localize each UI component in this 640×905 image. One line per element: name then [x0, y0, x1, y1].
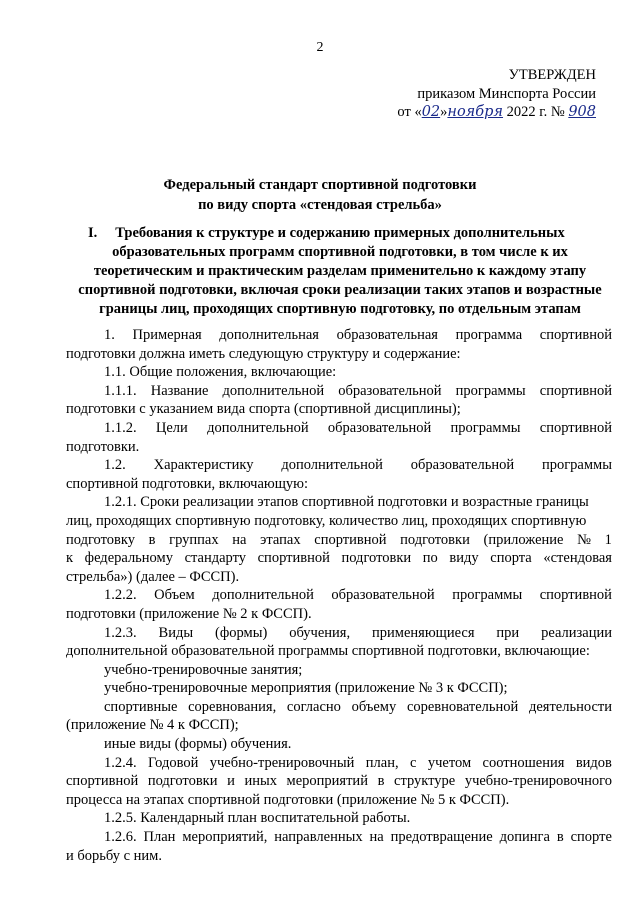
word: этапах [260, 531, 301, 548]
word: № [577, 531, 591, 548]
word: (формы) [215, 624, 268, 641]
handwritten-month: ноября [447, 104, 504, 121]
word: виду [449, 550, 479, 567]
title-line-1: Федеральный стандарт спортивной подготовки [163, 177, 477, 193]
section-line: теоретическим и практическим разделам применительно к каждому этапу [93, 263, 587, 279]
word: (приложение [483, 531, 564, 548]
word: федеральному [84, 550, 173, 567]
word: 1.2.3. [104, 624, 137, 641]
word: программы [452, 587, 523, 604]
word: иных [244, 773, 277, 790]
section-line: Требования к структуре и содержанию примерных дополнительных [115, 225, 565, 241]
paragraph-line: спортивной подготовки, включающую: [66, 475, 308, 492]
document-title [0, 175, 640, 215]
word: образовательной [338, 382, 442, 399]
word: 1.1.2. [104, 419, 137, 436]
word: стандарту [184, 550, 246, 567]
word: 1. [104, 327, 115, 343]
word: дополнительная [219, 327, 319, 343]
word: спорта [490, 550, 532, 567]
approval-order: приказом Минспорта России [417, 85, 596, 102]
word: образовательная [336, 327, 438, 343]
word: применяющиеся [372, 624, 475, 641]
word: в [377, 773, 385, 790]
handwritten-day: 02 [421, 104, 441, 121]
paragraph-line [66, 698, 612, 717]
word: в [148, 531, 156, 548]
word: на [369, 829, 384, 846]
word: допинга [499, 829, 550, 846]
word: спортивной [66, 773, 139, 790]
paragraph-line [66, 549, 612, 568]
paragraph-line [66, 828, 612, 847]
word: спортивной [539, 419, 612, 436]
section-line: спортивной подготовки, включая сроки реализации таких этапов и возрастные [78, 282, 602, 298]
word: 1.2. [104, 457, 126, 474]
approval-block [346, 66, 596, 122]
document-body [66, 326, 612, 865]
approval-quote: » [440, 104, 448, 121]
section-title [60, 224, 620, 319]
word: Название [150, 382, 209, 399]
section-heading [60, 224, 620, 319]
word: учетом [427, 754, 472, 771]
word: мероприятий [286, 773, 368, 790]
word: образовательной [327, 419, 432, 436]
word: подготовки [341, 550, 412, 567]
paragraph-line: учебно-тренировочные занятия; [104, 661, 303, 678]
title-line-2: по виду спорта «стендовая стрельба» [198, 197, 442, 213]
word: соревновательной [406, 698, 519, 715]
word: соотношения [482, 754, 565, 771]
word: соревнования, [188, 698, 277, 715]
word: программы [450, 419, 521, 436]
word: дополнительной [281, 457, 383, 474]
handwritten-number: 908 [568, 104, 596, 121]
word: спортивной [539, 327, 612, 343]
approval-year: 2022 г. № [503, 104, 569, 121]
word: программа [455, 327, 523, 343]
word: спортивной [539, 587, 612, 604]
word: видов [575, 754, 612, 771]
word: дополнительной [222, 382, 325, 399]
word: дополнительной [207, 419, 309, 436]
paragraph-line: подготовки должна иметь следующую структуру и содержание: [66, 345, 461, 362]
word: 1.2.4. [104, 754, 137, 771]
word: по [422, 550, 438, 567]
paragraph-line: и борьбу с ним. [66, 847, 162, 864]
word: согласно [286, 698, 341, 715]
paragraph-line [66, 456, 612, 475]
word: с [410, 754, 417, 771]
word: предотвращение [390, 829, 493, 846]
paragraph-line: подготовки. [66, 438, 140, 455]
paragraph-line: иные виды (формы) обучения. [104, 736, 292, 753]
word: при [496, 624, 520, 641]
word: и [227, 773, 235, 790]
approval-prefix: от « [397, 104, 422, 121]
word: подготовки [147, 773, 218, 790]
word: спорте [570, 829, 612, 846]
paragraph-line [66, 624, 612, 643]
word: к [66, 550, 74, 567]
paragraph-line: подготовки (приложение № 2 к ФССП). [66, 605, 312, 622]
word: спортивной [257, 550, 330, 567]
word: Виды [158, 624, 194, 641]
word: подготовку [66, 531, 135, 548]
paragraph-line: стрельба») (далее – ФССП). [66, 568, 240, 585]
word: на [232, 531, 247, 548]
word: План [143, 829, 176, 846]
word: подготовки [400, 531, 470, 548]
paragraph-line: 1.2.1. Сроки реализации этапов спортивной подготовки и возрастные границы [104, 494, 589, 511]
word: 1.1.1. [104, 382, 137, 399]
word: в [556, 829, 564, 846]
paragraph-line [66, 531, 612, 550]
word: 1.2.6. [104, 829, 137, 846]
word: реализации [541, 624, 612, 641]
word: группах [169, 531, 219, 548]
word: Годовой [148, 754, 199, 771]
paragraph-line: лиц, проходящих спортивную подготовку, количество лиц, проходящих спортивную [66, 512, 587, 529]
word: образовательной [331, 587, 435, 604]
word: 1 [604, 531, 612, 548]
word: Объем [154, 587, 195, 604]
paragraph-line: учебно-тренировочные мероприятия (приложение № 3 к ФССП); [104, 680, 508, 697]
paragraph-line [66, 419, 612, 438]
approval-date-line [346, 103, 596, 122]
section-line: образовательных программ спортивной подготовки, в том числе к их [112, 244, 568, 260]
word: мероприятий, [182, 829, 268, 846]
word: деятельности [528, 698, 612, 715]
word: учебно-тренировочного [464, 773, 612, 790]
paragraph-line: 1.2.5. Календарный план воспитательной работы. [104, 810, 411, 827]
paragraph-line: (приложение № 4 к ФССП); [66, 717, 239, 734]
word: спортивной [314, 531, 387, 548]
word: Характеристику [153, 457, 254, 474]
word: образовательной [410, 457, 515, 474]
word: Примерная [132, 327, 202, 343]
word: «стендовая [543, 550, 612, 567]
word: программы [541, 457, 612, 474]
section-line: границы лиц, проходящих спортивную подготовку, по отдельным этапам [99, 301, 581, 317]
paragraph-line [66, 586, 612, 605]
word: объему [351, 698, 397, 715]
word: программы [455, 382, 526, 399]
word: 1.2.2. [104, 587, 137, 604]
word: спортивной [539, 382, 612, 399]
paragraph-line [66, 754, 612, 773]
paragraph-line: подготовки с указанием вида спорта (спортивной дисциплины); [66, 401, 461, 418]
word: план, [365, 754, 399, 771]
word: обучения, [289, 624, 351, 641]
word: дополнительной [212, 587, 314, 604]
paragraph-line [66, 326, 612, 345]
word: учебно-тренировочный [209, 754, 355, 771]
paragraph-line [66, 772, 612, 791]
section-number: I. [88, 225, 98, 241]
paragraph-line: дополнительной образовательной программы спортивной подготовки, включающие: [66, 643, 590, 660]
word: спортивные [104, 698, 178, 715]
paragraph-line [66, 382, 612, 401]
word: Цели [155, 419, 188, 436]
approval-heading: УТВЕРЖДЕН [508, 67, 596, 83]
word: направленных [274, 829, 363, 846]
word: структуре [394, 773, 456, 790]
page-number: 2 [316, 40, 324, 55]
paragraph-line: 1.1. Общие положения, включающие: [104, 364, 337, 381]
paragraph-line: процесса на этапах спортивной подготовки (приложение № 5 к ФССП). [66, 791, 510, 808]
